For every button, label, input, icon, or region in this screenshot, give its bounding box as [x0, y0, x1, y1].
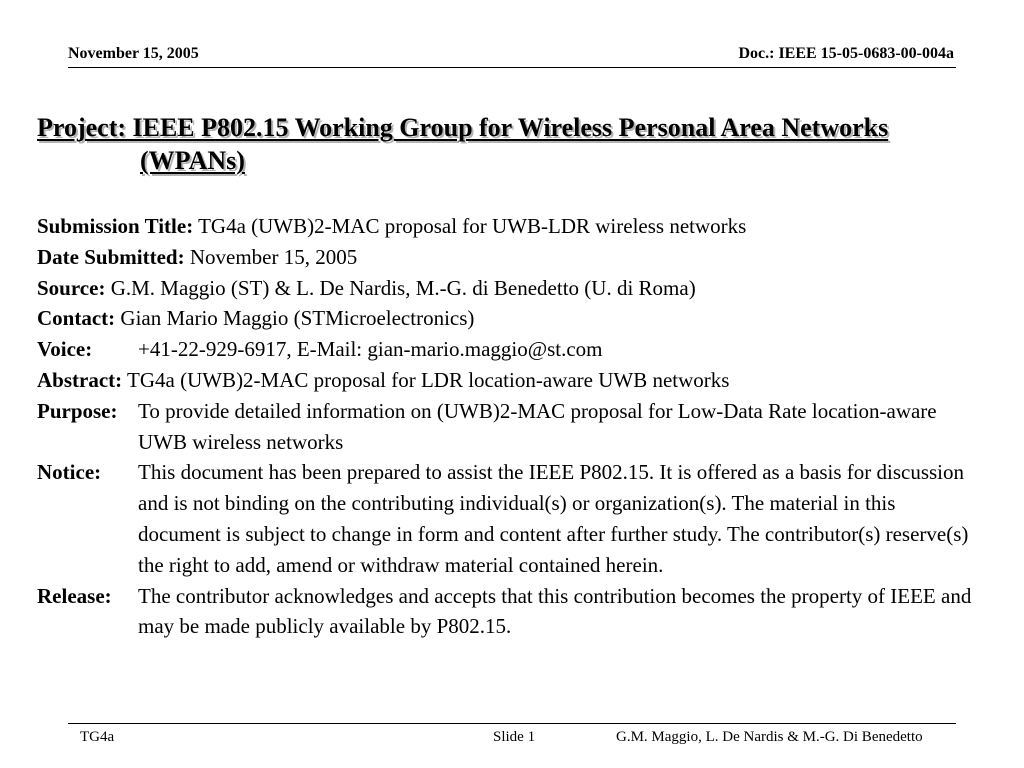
- date-submitted-row: [37, 242, 977, 273]
- contact-label: Contact:: [37, 306, 116, 331]
- release-label: Release:: [37, 583, 112, 608]
- voice-label: Voice:: [37, 337, 93, 362]
- voice-row: [37, 334, 977, 365]
- purpose-row: [37, 396, 977, 458]
- source-label: Source:: [37, 275, 106, 300]
- release-value: The contributor acknowledges and accepts that this contribution becomes the property of IEEE and may be made publicly available by P802.15.: [138, 583, 972, 639]
- voice-value: +41-22-929-6917, E-Mail: gian-mario.maggio@st.com: [138, 337, 603, 362]
- contact-value: Gian Mario Maggio (STMicroelectronics): [120, 306, 475, 331]
- footer-authors: G.M. Maggio, L. De Nardis & M.-G. Di Benedetto: [616, 729, 923, 745]
- date-submitted-value: November 15, 2005: [189, 244, 358, 269]
- header-divider: [68, 67, 956, 68]
- purpose-value: To provide detailed information on (UWB)2-MAC proposal for Low-Data Rate location-aware UWB wireless networks: [138, 398, 937, 454]
- source-row: [37, 273, 977, 304]
- abstract-label: Abstract:: [37, 367, 123, 392]
- submission-details: [37, 211, 977, 642]
- header-doc-id: Doc.: IEEE 15-05-0683-00-004a: [738, 45, 954, 62]
- footer-slide-number: Slide 1: [493, 729, 536, 745]
- project-title: [37, 111, 997, 177]
- abstract-value: TG4a (UWB)2-MAC proposal for LDR location-aware UWB networks: [127, 367, 730, 392]
- abstract-row: [37, 365, 977, 396]
- contact-row: [37, 303, 977, 334]
- footer-group-name: TG4a: [80, 729, 115, 745]
- source-value: G.M. Maggio (ST) & L. De Nardis, M.-G. di Benedetto (U. di Roma): [110, 275, 696, 300]
- date-submitted-label: Date Submitted:: [37, 244, 185, 269]
- purpose-label: Purpose:: [37, 398, 118, 423]
- project-title-line2: (WPANs): [140, 146, 245, 175]
- project-title-line1: Project: IEEE P802.15 Working Group for Wireless Personal Area Networks: [37, 113, 889, 142]
- header-date: November 15, 2005: [68, 45, 199, 62]
- notice-row: [37, 457, 977, 580]
- submission-title-value: TG4a (UWB)2-MAC proposal for UWB-LDR wireless networks: [198, 214, 747, 238]
- notice-label: Notice:: [37, 460, 102, 485]
- submission-title-label: Submission Title:: [37, 214, 194, 238]
- submission-title-row: [37, 211, 977, 242]
- release-row: [37, 581, 977, 643]
- footer-divider: [68, 723, 956, 724]
- notice-value: This document has been prepared to assist the IEEE P802.15. It is offered as a basis for discussion and is not binding on the contributing individual(s) or organization(s). The material in this document is subject to change in form and content after further study. The contributor(s) reserve(s) the right to add, amend or withdraw material contained herein.: [138, 460, 969, 577]
